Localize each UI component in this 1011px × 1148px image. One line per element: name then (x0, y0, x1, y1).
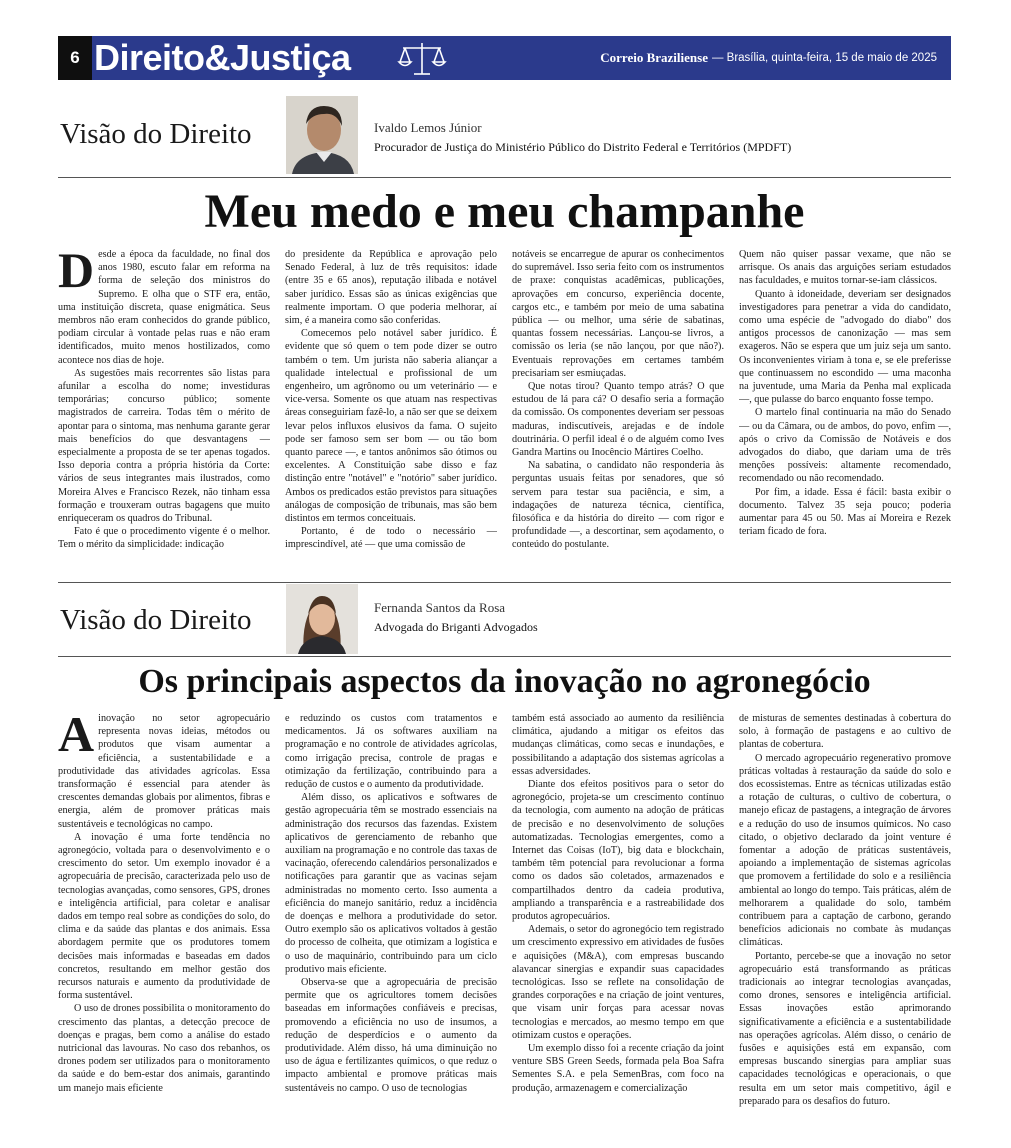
article-column (58, 248, 270, 574)
paragraph: também está associado ao aumento da resiliência climática, ajudando a mitigar os efeitos das mudanças climáticas, como secas e inundações, e possibilitando a adaptação dos sistemas agrícolas a essas adversidades. (512, 713, 724, 777)
column-label: Visão do Direito (60, 604, 252, 636)
paragraph: As sugestões mais recorrentes são listas para afunilar a escolha do nome; investiduras temporárias; concurso público; somente magistrados de carreira. Todas têm o mérito de apontar para o sintoma, mas nenhuma garante gerar mais benefícios do que desvantagens — especialmente a proposta de se ter apenas togados. Isso deporia contra a própria história da Corte: vários de seus integrantes mais ilustrados, como Moreira Alves e Francisco Rezek, não tinham essa formação e trouxeram outras bagagens que muito enriqueceram os quadros do Tribunal. (58, 367, 270, 525)
paragraph: Observa-se que a agropecuária de precisão permite que os agricultores tomem decisões baseadas em informações confiáveis e precisas, promovendo a eficiência no uso de insumos, a redução de desperdícios e o aumento da produtividade. Além disso, há uma diminuição no uso de água e fertilizantes químicos, o que reduz o impacto ambiental e promove práticas mais sustentáveis no campo. O uso de tecnologias (285, 977, 497, 1094)
paragraph: Por fim, a idade. Essa é fácil: basta exibir o documento. Talvez 35 seja pouco; poderia aumentar para 45 ou 50. Mas aí Moreira e Rezek teriam ficado de fora. (739, 486, 951, 538)
author-role: Procurador de Justiça do Ministério Público do Distrito Federal e Territórios (MPDFT) (374, 140, 792, 154)
paragraph: notáveis se encarregue de apurar os conhecimentos do supremável. Isso seria feito com os instrumentos de praxe: conquistas acadêmicas, publicações, aprovações em concurso, experiência docente, cargos etc., e também por meio de uma sabatina pública — ou melhor, uma série de sabatinas, quantas fossem necessárias. Lançou-se livros, a comissão os leria (se não lançou, por que não?). Eventuais reprovações em certames também precisariam ser esmiuçadas. (512, 249, 724, 379)
article-column (285, 248, 497, 574)
headline: Os principais aspectos da inovação no agronegócio (138, 663, 871, 700)
author-role: Advogada do Briganti Advogados (374, 620, 538, 634)
article-body-1 (58, 248, 951, 574)
paragraph: Comecemos pelo notável saber jurídico. É evidente que só quem o tem pode dizer se outro também o tem. Um jurista não saberia aliançar a qualidade intelectual e profissional de um engenheiro, um agrônomo ou um veterinário — e vice-versa. Somente os que atuam nas respectivas áreas conseguiriam fazê-lo, a não ser que se deixem levar pelos influxos elusivos da fama. O sujeito pode ser famoso sem ser bom — ou tão bom quanto parece —, e tantos anônimos são ótimos ou excelentes. A Constituição sabe disso e faz distinção entre "notável" e "notório" saber jurídico. Ambos os predicados estão previstos para situações análogas de composição de tribunais, mas são bem distintos em termos conceituais. (285, 328, 497, 525)
paragraph: Na sabatina, o candidato não responderia às perguntas usuais feitas por senadores, que só servem para testar sua paciência, e sim, a indagações de natureza técnica, científica, filosófica e da história do direito — com rigor e profundidade —, a descortinar, sem açodamento, o conteúdo do postulante. (512, 460, 724, 551)
paragraph: Portanto, é de todo o necessário — imprescindível, até — que uma comissão de (285, 526, 497, 551)
paragraph: Quanto à idoneidade, deveriam ser designados investigadores para penetrar a vida do candidato, como uma espécie de "advogado do diabo" dos antigos processos de canonização — mas sem exageros. Não se espera que um juiz seja um santo. Os inconvenientes viriam à tona e, se ele preferisse que continuassem no escondido — uma maconha na juventude, uma Maria da Penha mal explicada —, que pulasse do barco enquanto fosse tempo. (739, 288, 951, 406)
article-column (58, 712, 270, 1122)
divider-rule (58, 177, 951, 178)
dateline: — Brasília, quinta-feira, 15 de maio de 2025 (711, 52, 937, 64)
author-name: Ivaldo Lemos Júnior (374, 120, 482, 135)
headline: Meu medo e meu champanhe (204, 185, 805, 238)
paragraph: O martelo final continuaria na mão do Senado — ou da Câmara, ou de ambos, do povo, enfim —, após o crivo da Comissão de Notáveis e dos advogados do diabo, que dariam uma de três menções possíveis: altamente recomendado, recomendado ou não recomendado. (739, 407, 951, 485)
paragraph: Ademais, o setor do agronegócio tem registrado um crescimento expressivo em atividades de fusões e aquisições (M&A), com empresas buscando alavancar sinergias e expandir suas capacidades tecnológicas. Isso se reflete na consolidação de grandes corporações e na criação de joint ventures, que visam unir forças para acessar novas tecnologias e mercados, ao mesmo tempo em que otimizam custos e operações. (512, 924, 724, 1041)
article-body-2 (58, 712, 951, 1122)
column-label: Visão do Direito (60, 118, 252, 150)
paragraph: Diante dos efeitos positivos para o setor do agronegócio, projeta-se um crescimento contínuo da tecnologia, com aumento na adoção de práticas de precisão e no desenvolvimento de soluções automatizadas. Tecnologias emergentes, como a Internet das Coisas (IoT), big data e blockchain, também têm potencial para revolucionar a forma como os dados são coletados, armazenados e compartilhados dentro da cadeia produtiva, ampliando a transparência e a rastreabilidade dos produtos agropecuários. (512, 779, 724, 923)
publication-name: Correio Braziliense (600, 50, 708, 65)
author-photo-fernanda (286, 584, 358, 654)
divider-rule (58, 656, 951, 657)
page-masthead (58, 36, 951, 80)
paragraph: O uso de drones possibilita o monitoramento do crescimento das plantas, a detecção precoce de doenças e pragas, bem como a análise do estado nutricional das lavouras. No caso dos rebanhos, os drones podem ser utilizados para o monitoramento da saúde e do bem-estar dos animais, garantindo um manejo mais eficiente (58, 1003, 270, 1094)
article-column (512, 712, 724, 1122)
section-title: Direito&Justiça (94, 37, 351, 78)
paragraph: A inovação é uma forte tendência no agronegócio, voltada para o desenvolvimento e o crescimento do setor. Um exemplo inovador é a agropecuária de precisão, caracterizada pelo uso de tecnologias avançadas, como sensores, GPS, drones e inteligência artificial, para coletar e analisar dados em tempo real sobre as condições do solo, do clima e da saúde das plantas e dos animais. Essa abordagem permite que os produtores tomem decisões mais informadas e baseadas em dados concretos, resultando em melhor gestão dos recursos naturais e aumento da produtividade de forma sustentável. (58, 831, 270, 1002)
paragraph: esde a época da faculdade, no final dos anos 1980, escuto falar em reforma na forma de seleção dos ministros do Supremo. E olha que o STF era, então, uma instituição discreta, quase enigmática. Seus membros não eram conhecidos do grande público, podiam circular à vontade pelas ruas e não eram identificados, muito menos hostilizados, como acontece nos dias de hoje. (58, 249, 270, 366)
author-block-1 (58, 96, 951, 178)
author-photo-ivaldo (286, 96, 358, 174)
paragraph: Fato é que o procedimento vigente é o melhor. Tem o mérito da simplicidade: indicação (58, 526, 270, 551)
author-block-2 (58, 584, 951, 656)
paragraph: Um exemplo disso foi a recente criação da joint venture SBS Green Seeds, formada pela Boa Safra Sementes S.A. e pela SemenBras, com foco na produção, armazenagem e comercialização (512, 1043, 724, 1094)
paragraph: do presidente da República e aprovação pelo Senado Federal, à luz de três requisitos: idade (entre 35 e 65 anos), reputação ilibada e notável saber jurídico. Essas são as únicas exigências que realmente importam. O que poderia melhorar, aí sim, é a maneira como são conferidas. (285, 249, 497, 327)
paragraph: Quem não quiser passar vexame, que não se arrisque. Os anais das arguições seriam estudados nas faculdades, e muitos tornar-se-iam clássicos. (739, 249, 951, 287)
paragraph: e reduzindo os custos com tratamentos e medicamentos. Já os softwares auxiliam na programação e no controle de atividades agrícolas, como irrigação precisa, controle de pragas e otimização da fertilização, contribuindo para a redução de custos e o aumento da produtividade. (285, 713, 497, 791)
paragraph: Que notas tirou? Quanto tempo atrás? O que estudou de lá para cá? O desafio seria a formação da comissão. Os componentes deveriam ser pessoas maduras, indiscutíveis, arejadas e de índole doutrinária. O perfil ideal é o de alguém como Ives Gandra Martins ou Inocêncio Mártires Coelho. (512, 381, 724, 459)
drop-cap: D (58, 248, 95, 298)
article-column (512, 248, 724, 574)
paragraph: inovação no setor agropecuário representa novas ideias, métodos ou produtos que visam aumentar a eficiência, a sustentabilidade e a produtividade das atividades agrícolas. Essa transformação é essencial para atender às crescentes demandas globais por alimentos, fibras e energia, além de promover práticas mais sustentáveis e tecnológicas no campo. (58, 713, 270, 830)
article-column (739, 248, 951, 574)
paragraph: Portanto, percebe-se que a inovação no setor agropecuário está transformando as práticas tradicionais ao integrar tecnologias avançadas, como drones, sensores e inteligência artificial. Essas inovações estão aprimorando significativamente a eficiência e a sustentabilidade nas operações agrícolas. Além disso, o cenário de fusões e aquisições está em expansão, com empresas buscando sinergias para ampliar suas capacidades tecnológicas e operacionais, o que resulta em um setor mais competitivo, ágil e preparado para os desafios do futuro. (739, 950, 951, 1107)
divider-rule (58, 582, 951, 583)
article-column (285, 712, 497, 1122)
paragraph: Além disso, os aplicativos e softwares de gestão agropecuária têm se mostrado essenciais na administração dos recursos das fazendas. Existem aplicativos de gerenciamento de rebanho que auxiliam na programação e no controle das taxas de vacinação, oferecendo calendários personalizados e notificações para garantir que as vacinas sejam administradas no momento certo. Isso aumenta a eficiência do manejo sanitário, reduz a incidência de doenças e melhora a produtividade do setor. Outro exemplo são os aplicativos voltados à gestão do processo de colheita, que otimizam a logística e o uso de maquinário, contribuindo para um ciclo produtivo mais eficiente. (285, 792, 497, 975)
author-name: Fernanda Santos da Rosa (374, 600, 506, 615)
paragraph: de misturas de sementes destinadas à cobertura do solo, à formação de pastagens e ao cultivo de plantas de cobertura. (739, 713, 951, 751)
page-number: 6 (58, 36, 92, 80)
article-column (739, 712, 951, 1122)
publication-line (600, 36, 937, 80)
drop-cap: A (58, 712, 95, 762)
paragraph: O mercado agropecuário regenerativo promove práticas voltadas à restauração da saúde do solo e dos ecossistemas. Entre as técnicas utilizadas estão a rotação de culturas, o cultivo de cobertura, o manejo eficaz de pastagens, a integração de árvores e a redução do uso de insumos químicos. No caso citado, o objetivo declarado da joint venture é fomentar a adoção de práticas sustentáveis, apoiando a implementação de sistemas agrícolas que promovem a fertilidade do solo e a resiliência ambiental ao longo do tempo. Tais práticas, além de melhorarem a qualidade do solo, também contribuem para a captação de carbono, gerando benefícios adicionais no combate às mudanças climáticas. (739, 752, 951, 949)
scales-of-justice-icon (396, 40, 448, 78)
